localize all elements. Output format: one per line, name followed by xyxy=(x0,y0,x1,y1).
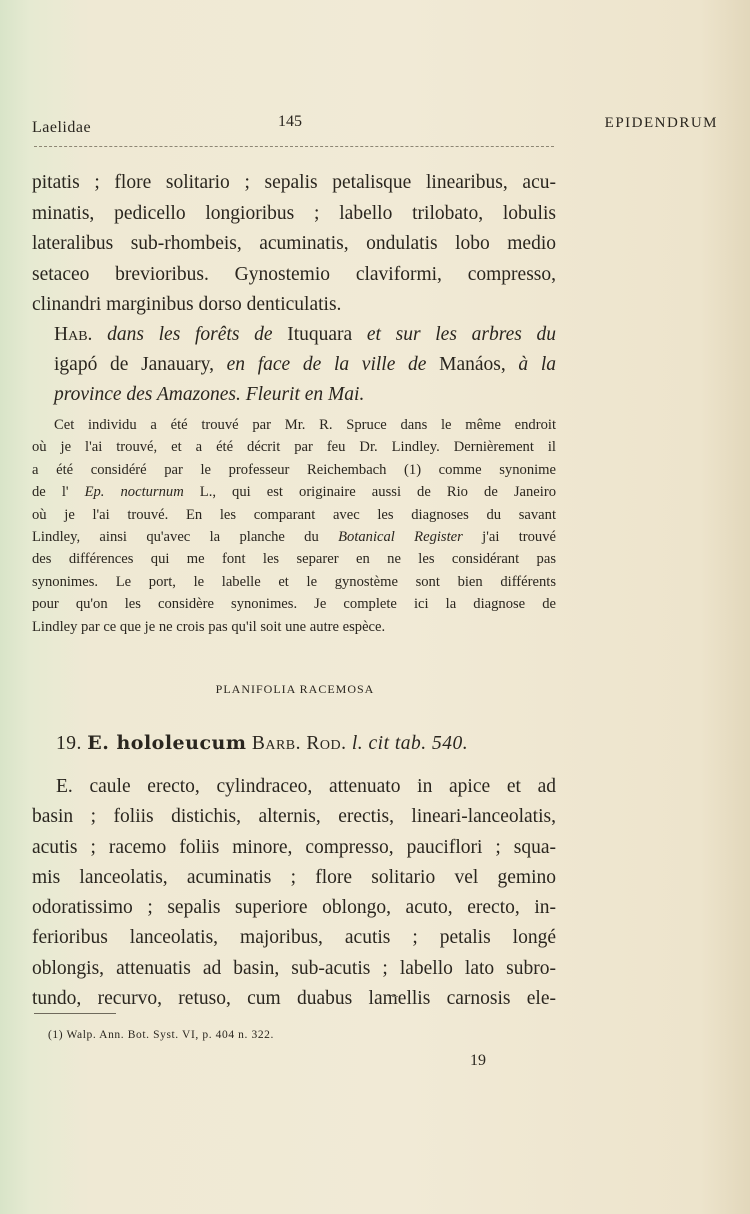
note-line xyxy=(32,436,556,458)
text-run: L., qui est originaire aussi de Rio de Janeiro xyxy=(183,484,556,501)
species-name: E. hololeucum xyxy=(87,732,247,754)
text-run: de l' xyxy=(32,484,85,501)
running-head-family: Laelidae xyxy=(32,119,92,136)
text-line: tundo, recurvo, retuso, cum duabus lamellis carnosis ele- xyxy=(32,988,556,1010)
note-line xyxy=(32,571,556,593)
italic-run: et sur les arbres du xyxy=(366,324,557,345)
italic-run: Ep. nocturnum xyxy=(84,484,184,501)
footnote-rule xyxy=(34,1013,116,1014)
text-run: a été considéré par le professeur Reichembach (1) comme synonime xyxy=(32,461,556,478)
species-reference: l. cit tab. 540. xyxy=(351,733,469,754)
text-run: des différences qui me font les separer en ne les considérant pas xyxy=(32,551,556,568)
text-run xyxy=(92,324,107,345)
text-line: setaceo brevioribus. Gynostemio claviformi, compresso, xyxy=(32,263,556,285)
habitat-line-3 xyxy=(54,380,556,410)
species-description xyxy=(32,772,556,1014)
text-line: pitatis ; flore solitario ; sepalis petalisque linearibus, acu- xyxy=(32,172,556,193)
note-line xyxy=(32,548,556,570)
note-line xyxy=(32,414,556,436)
text-run: Lindley, ainsi qu'avec la planche du xyxy=(32,528,339,545)
footnote: (1) Walp. Ann. Bot. Syst. VI, p. 404 n. 322. xyxy=(48,1029,274,1041)
text-run: où je l'ai trouvé, et a été décrit par feu Dr. Lindley. Dernièrement il xyxy=(32,439,556,456)
text-run: pour qu'on les considère synonimes. Je complete ici la diagnose de xyxy=(32,596,556,613)
habitat-label: Hab. xyxy=(54,324,93,345)
text-line: E. caule erecto, cylindraceo, attenuato in apice et ad xyxy=(56,776,556,797)
italic-run: en face de la ville de xyxy=(226,354,427,375)
running-head xyxy=(32,113,718,137)
commentary-paragraph xyxy=(32,414,556,638)
habitat-line-1 xyxy=(54,320,556,350)
species-author: Barb. Rod. xyxy=(251,733,347,754)
latin-diagnosis-continuation xyxy=(32,168,556,321)
italic-run: dans les forêts de xyxy=(107,324,273,345)
text-line: odoratissimo ; sepalis superiore oblongo, acuto, erecto, in- xyxy=(32,897,556,919)
note-line xyxy=(32,481,556,503)
signature-mark: 19 xyxy=(470,1052,486,1069)
note-line xyxy=(32,616,556,638)
text-line: mis lanceolatis, acuminatis ; flore solitario vel gemino xyxy=(32,866,556,888)
text-line: clinandri marginibus dorso denticulatis. xyxy=(32,294,342,315)
italic-run: province des Amazones. Fleurit en Mai. xyxy=(54,384,365,405)
text-run: Manáos, xyxy=(426,354,519,375)
species-heading xyxy=(56,732,556,755)
text-line: minatis, pedicello longioribus ; labello trilobato, lobulis xyxy=(32,202,556,224)
page-number: 145 xyxy=(278,113,302,130)
note-line xyxy=(32,593,556,615)
habitat-line-2 xyxy=(54,350,556,380)
text-run: j'ai trouvé xyxy=(462,528,556,545)
note-line xyxy=(32,526,556,548)
text-run: Ituquara xyxy=(272,324,367,345)
text-run: où je l'ai trouvé. En les comparant avec les diagnoses du savant xyxy=(32,506,556,523)
text-line: basin ; foliis distichis, alternis, erectis, lineari-lanceolatis, xyxy=(32,806,556,828)
species-number: 19. xyxy=(56,733,82,754)
text-line: ferioribus lanceolatis, majoribus, acutis ; petalis longé xyxy=(32,927,556,949)
header-rule xyxy=(34,146,554,147)
text-line: acutis ; racemo foliis minore, compresso, pauciflori ; squa- xyxy=(32,836,556,858)
text-run: igapó de Janauary, xyxy=(54,354,227,375)
italic-run: à la xyxy=(518,354,556,375)
text-line: lateralibus sub-rhombeis, acuminatis, ondulatis lobo medio xyxy=(32,233,556,254)
running-head-genus: EPIDENDRUM xyxy=(604,115,718,131)
text-run: Lindley par ce que je ne crois pas qu'il soit une autre espèce. xyxy=(32,618,386,635)
italic-run: Botanical Register xyxy=(338,528,463,545)
note-line xyxy=(32,504,556,526)
text-run: Cet individu a été trouvé par Mr. R. Spruce dans le même endroit xyxy=(54,417,556,433)
text-run: synonimes. Le port, le labelle et le gynostème sont bien différents xyxy=(32,573,556,590)
habitat-paragraph xyxy=(54,320,556,410)
text-line: oblongis, attenuatis ad basin, sub-acutis ; labello lato subro- xyxy=(32,957,556,979)
section-heading: PLANIFOLIA RACEMOSA xyxy=(215,682,375,696)
printer-mark xyxy=(392,996,398,997)
note-line xyxy=(32,459,556,481)
